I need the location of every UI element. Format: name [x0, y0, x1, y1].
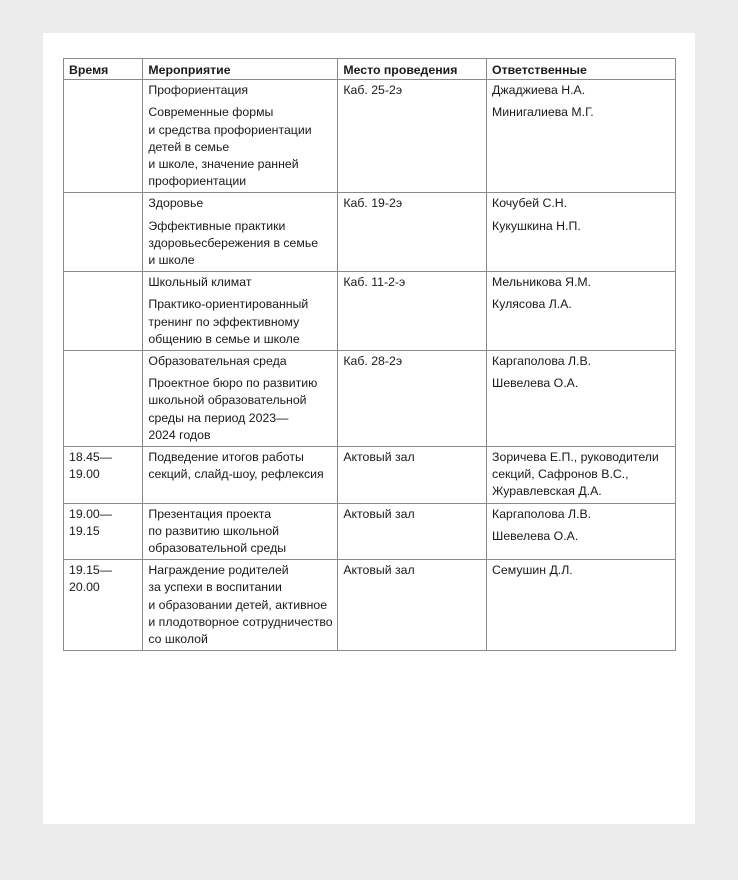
responsible-cell — [487, 351, 676, 447]
responsible-cell — [487, 193, 676, 272]
place-cell: Каб. 19-2э — [338, 193, 487, 272]
responsible-person: Кочубей С.Н. — [492, 196, 568, 211]
time-cell: 18.45—19.00 — [64, 447, 143, 504]
place-cell: Актовый зал — [338, 560, 487, 651]
time-cell — [64, 80, 143, 193]
event-line: и плодотворное сотрудничество — [148, 614, 333, 629]
table-row — [64, 447, 676, 504]
time-cell: 19.15—20.00 — [64, 560, 143, 651]
responsible-person: Каргаполова Л.В. — [492, 354, 592, 369]
place-cell: Каб. 28-2э — [338, 351, 487, 447]
responsible-person: Шевелева О.А. — [492, 528, 579, 543]
event-cell — [143, 560, 338, 651]
responsible-person: Кукушкина Н.П. — [492, 218, 581, 233]
event-line: Презентация проекта — [148, 506, 272, 521]
table-row — [64, 193, 676, 272]
time-cell: 19.00—19.15 — [64, 503, 143, 560]
header-time: Время — [64, 59, 143, 80]
document-page — [43, 33, 695, 824]
event-desc-line: общению в семье и школе — [148, 331, 300, 346]
time-cell — [64, 351, 143, 447]
table-row — [64, 560, 676, 651]
event-title: Школьный климат — [148, 275, 252, 290]
event-desc-line: и средства профориентации — [148, 122, 312, 137]
responsible-cell — [487, 560, 676, 651]
event-title: Профориентация — [148, 83, 249, 98]
responsible-person: Семушин Д.Л. — [492, 563, 573, 578]
place-cell: Каб. 11-2-э — [338, 272, 487, 351]
event-desc-line: среды на период 2023— — [148, 410, 289, 425]
responsible-person: Мельникова Я.М. — [492, 275, 592, 290]
header-event: Мероприятие — [143, 59, 338, 80]
responsible-person: Минигалиева М.Г. — [492, 105, 594, 120]
table-row — [64, 80, 676, 193]
place-cell: Актовый зал — [338, 503, 487, 560]
responsible-person: Кулясова Л.А. — [492, 297, 572, 312]
place-cell: Каб. 25-2э — [338, 80, 487, 193]
event-line: со школой — [148, 632, 208, 647]
event-line: за успехи в воспитании — [148, 580, 282, 595]
responsible-cell — [487, 503, 676, 560]
event-desc-line: детей в семье — [148, 139, 230, 154]
event-desc-line: Эффективные практики — [148, 218, 286, 233]
event-cell — [143, 447, 338, 504]
place-cell: Актовый зал — [338, 447, 487, 504]
event-line: Награждение родителей — [148, 563, 289, 578]
event-line: Подведение итогов работы — [148, 450, 304, 465]
responsible-line: секций, Сафронов В.С., — [492, 467, 629, 482]
event-line: по развитию школьной — [148, 523, 280, 538]
header-place: Место проведения — [338, 59, 487, 80]
event-cell — [143, 503, 338, 560]
header-responsible: Ответственные — [487, 59, 676, 80]
responsible-person: Джаджиева Н.А. — [492, 83, 586, 98]
event-desc-line: Современные формы — [148, 105, 274, 120]
event-line: образовательной среды — [148, 541, 287, 556]
responsible-line: Зоричева Е.П., руководители — [492, 450, 659, 465]
responsible-cell — [487, 447, 676, 504]
responsible-person: Каргаполова Л.В. — [492, 506, 592, 521]
event-cell — [143, 351, 338, 447]
event-desc-line: 2024 годов — [148, 427, 211, 442]
event-desc-line: здоровьесбережения в семье — [148, 235, 319, 250]
event-desc-line: и школе, значение ранней — [148, 157, 299, 172]
responsible-line: Журавлевская Д.А. — [492, 484, 602, 499]
event-cell — [143, 80, 338, 193]
time-cell — [64, 272, 143, 351]
event-line: и образовании детей, активное — [148, 597, 328, 612]
event-title: Здоровье — [148, 196, 204, 211]
event-line: секций, слайд-шоу, рефлексия — [148, 467, 324, 482]
event-desc-line: профориентации — [148, 174, 247, 189]
responsible-person: Шевелева О.А. — [492, 376, 579, 391]
event-cell — [143, 193, 338, 272]
table-header-row — [64, 59, 676, 80]
table-row — [64, 503, 676, 560]
event-desc-line: Практико-ориентированный — [148, 297, 309, 312]
responsible-cell — [487, 272, 676, 351]
time-cell — [64, 193, 143, 272]
table-row — [64, 351, 676, 447]
event-desc-line: тренинг по эффективному — [148, 314, 300, 329]
event-cell — [143, 272, 338, 351]
responsible-cell — [487, 80, 676, 193]
event-desc-line: школьной образовательной — [148, 393, 307, 408]
event-title: Образовательная среда — [148, 354, 287, 369]
table-row — [64, 272, 676, 351]
event-desc-line: и школе — [148, 253, 195, 268]
event-desc-line: Проектное бюро по развитию — [148, 376, 318, 391]
schedule-table — [63, 58, 676, 651]
